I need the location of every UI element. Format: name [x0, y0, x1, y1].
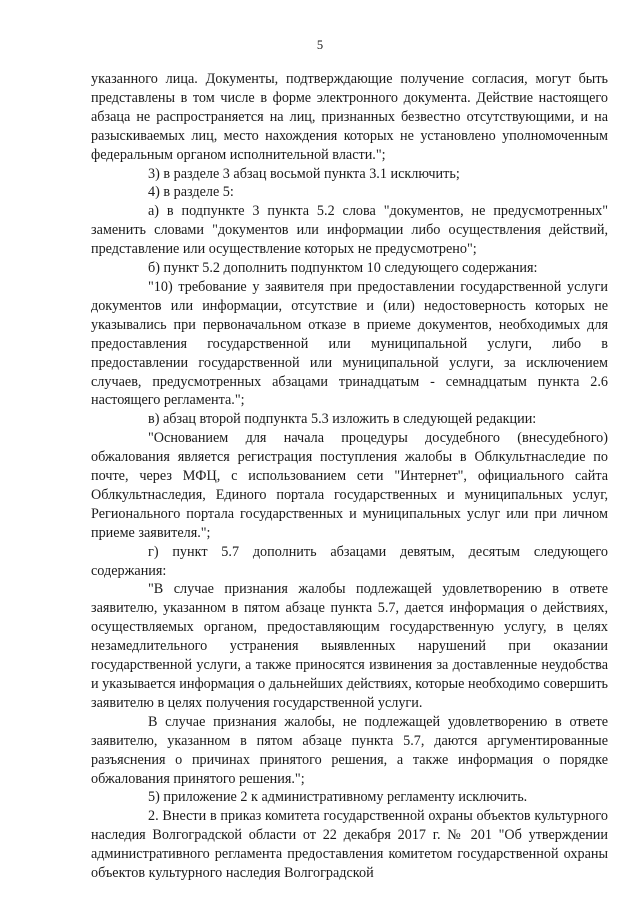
paragraph-quote-complaint-satisfied: "В случае признания жалобы подлежащей удовлетворению в ответе заявителю, указанном в пятом абзаце пункта 5.7, дается информация о действиях, осуществляемых органом, предоставляющим государственную услугу, в целях незамедлительного устранения выявленных нарушений при оказании государственной услуги, а также приносятся извинения за доставленные неудобства и указывается информация о дальнейших действиях, которые необходимо совершить заявителю в целях получения государственной услуги.	[91, 581, 608, 711]
paragraph-quote-grounds: "Основанием для начала процедуры досудебного (внесудебного) обжалования является регистрация поступления жалобы в Облкультнаследие по почте, через МФЦ, с использованием сети "Интернет", официального сайта Облкультнаследия, Единого портала государственных и муниципальных услуг, Регионального портала государственных и муниципальных услуг или при личном приеме заявителя.";	[91, 430, 608, 541]
paragraph-quote-10: "10) требование у заявителя при предоставлении государственной услуги документов или информации, отсутствие и (или) недостоверность которых не указывались при первоначальном отказе в приеме документов, необходимых для предоставления государственной или муниципальной услуги, либо в предоставлении государственной или муниципальной услуги, за исключением случаев, предусмотренных абзацами тринадцатым - семнадцатым пункта 2.6 настоящего регламента.";	[91, 278, 608, 409]
paragraph-section-2: 2. Внести в приказ комитета государственной охраны объектов культурного наследия Волгоградской области от 22 декабря 2017 г. № 201 "Об утверждении административного регламента предоставления комитетом государственной охраны объектов культурного наследия Волгоградской	[91, 808, 608, 882]
paragraph-item-4: 4) в разделе 5:	[148, 184, 234, 201]
paragraph-complaint-rejected: В случае признания жалобы, не подлежащей удовлетворению в ответе заявителю, указанном в пятом абзаце пункта 5.7, даются аргументированные разъяснения о причинах принятого решения, а также информация о порядке обжалования принятого решения.";	[91, 713, 608, 787]
paragraph-subitem-a: а) в подпункте 3 пункта 5.2 слова "документов, не предусмотренных" заменить словами "документов или информации либо осуществления действий, представление или осуществление которых не предусмотрено";	[91, 203, 608, 258]
paragraph-item-3: 3) в разделе 3 абзац восьмой пункта 3.1 исключить;	[148, 165, 460, 182]
paragraph-item-5: 5) приложение 2 к административному регламенту исключить.	[148, 789, 528, 806]
paragraph-subitem-v: в) абзац второй подпункта 5.3 изложить в следующей редакции:	[148, 411, 537, 428]
paragraph-consent-continuation: указанного лица. Документы, подтверждающие получение согласия, могут быть представлены в том числе в форме электронного документа. Действие настоящего абзаца не распространяется на лиц, признанных безвестно отсутствующими, и на разыскиваемых лиц, место нахождения которых не установлено уполномоченным федеральным органом исполнительной власти.";	[91, 71, 608, 163]
document-body	[91, 70, 608, 883]
page-number: 5	[316, 38, 324, 52]
paragraph-subitem-g: г) пункт 5.7 дополнить абзацами девятым, десятым следующего содержания:	[91, 543, 608, 579]
paragraph-subitem-b: б) пункт 5.2 дополнить подпунктом 10 следующего содержания:	[148, 260, 538, 277]
